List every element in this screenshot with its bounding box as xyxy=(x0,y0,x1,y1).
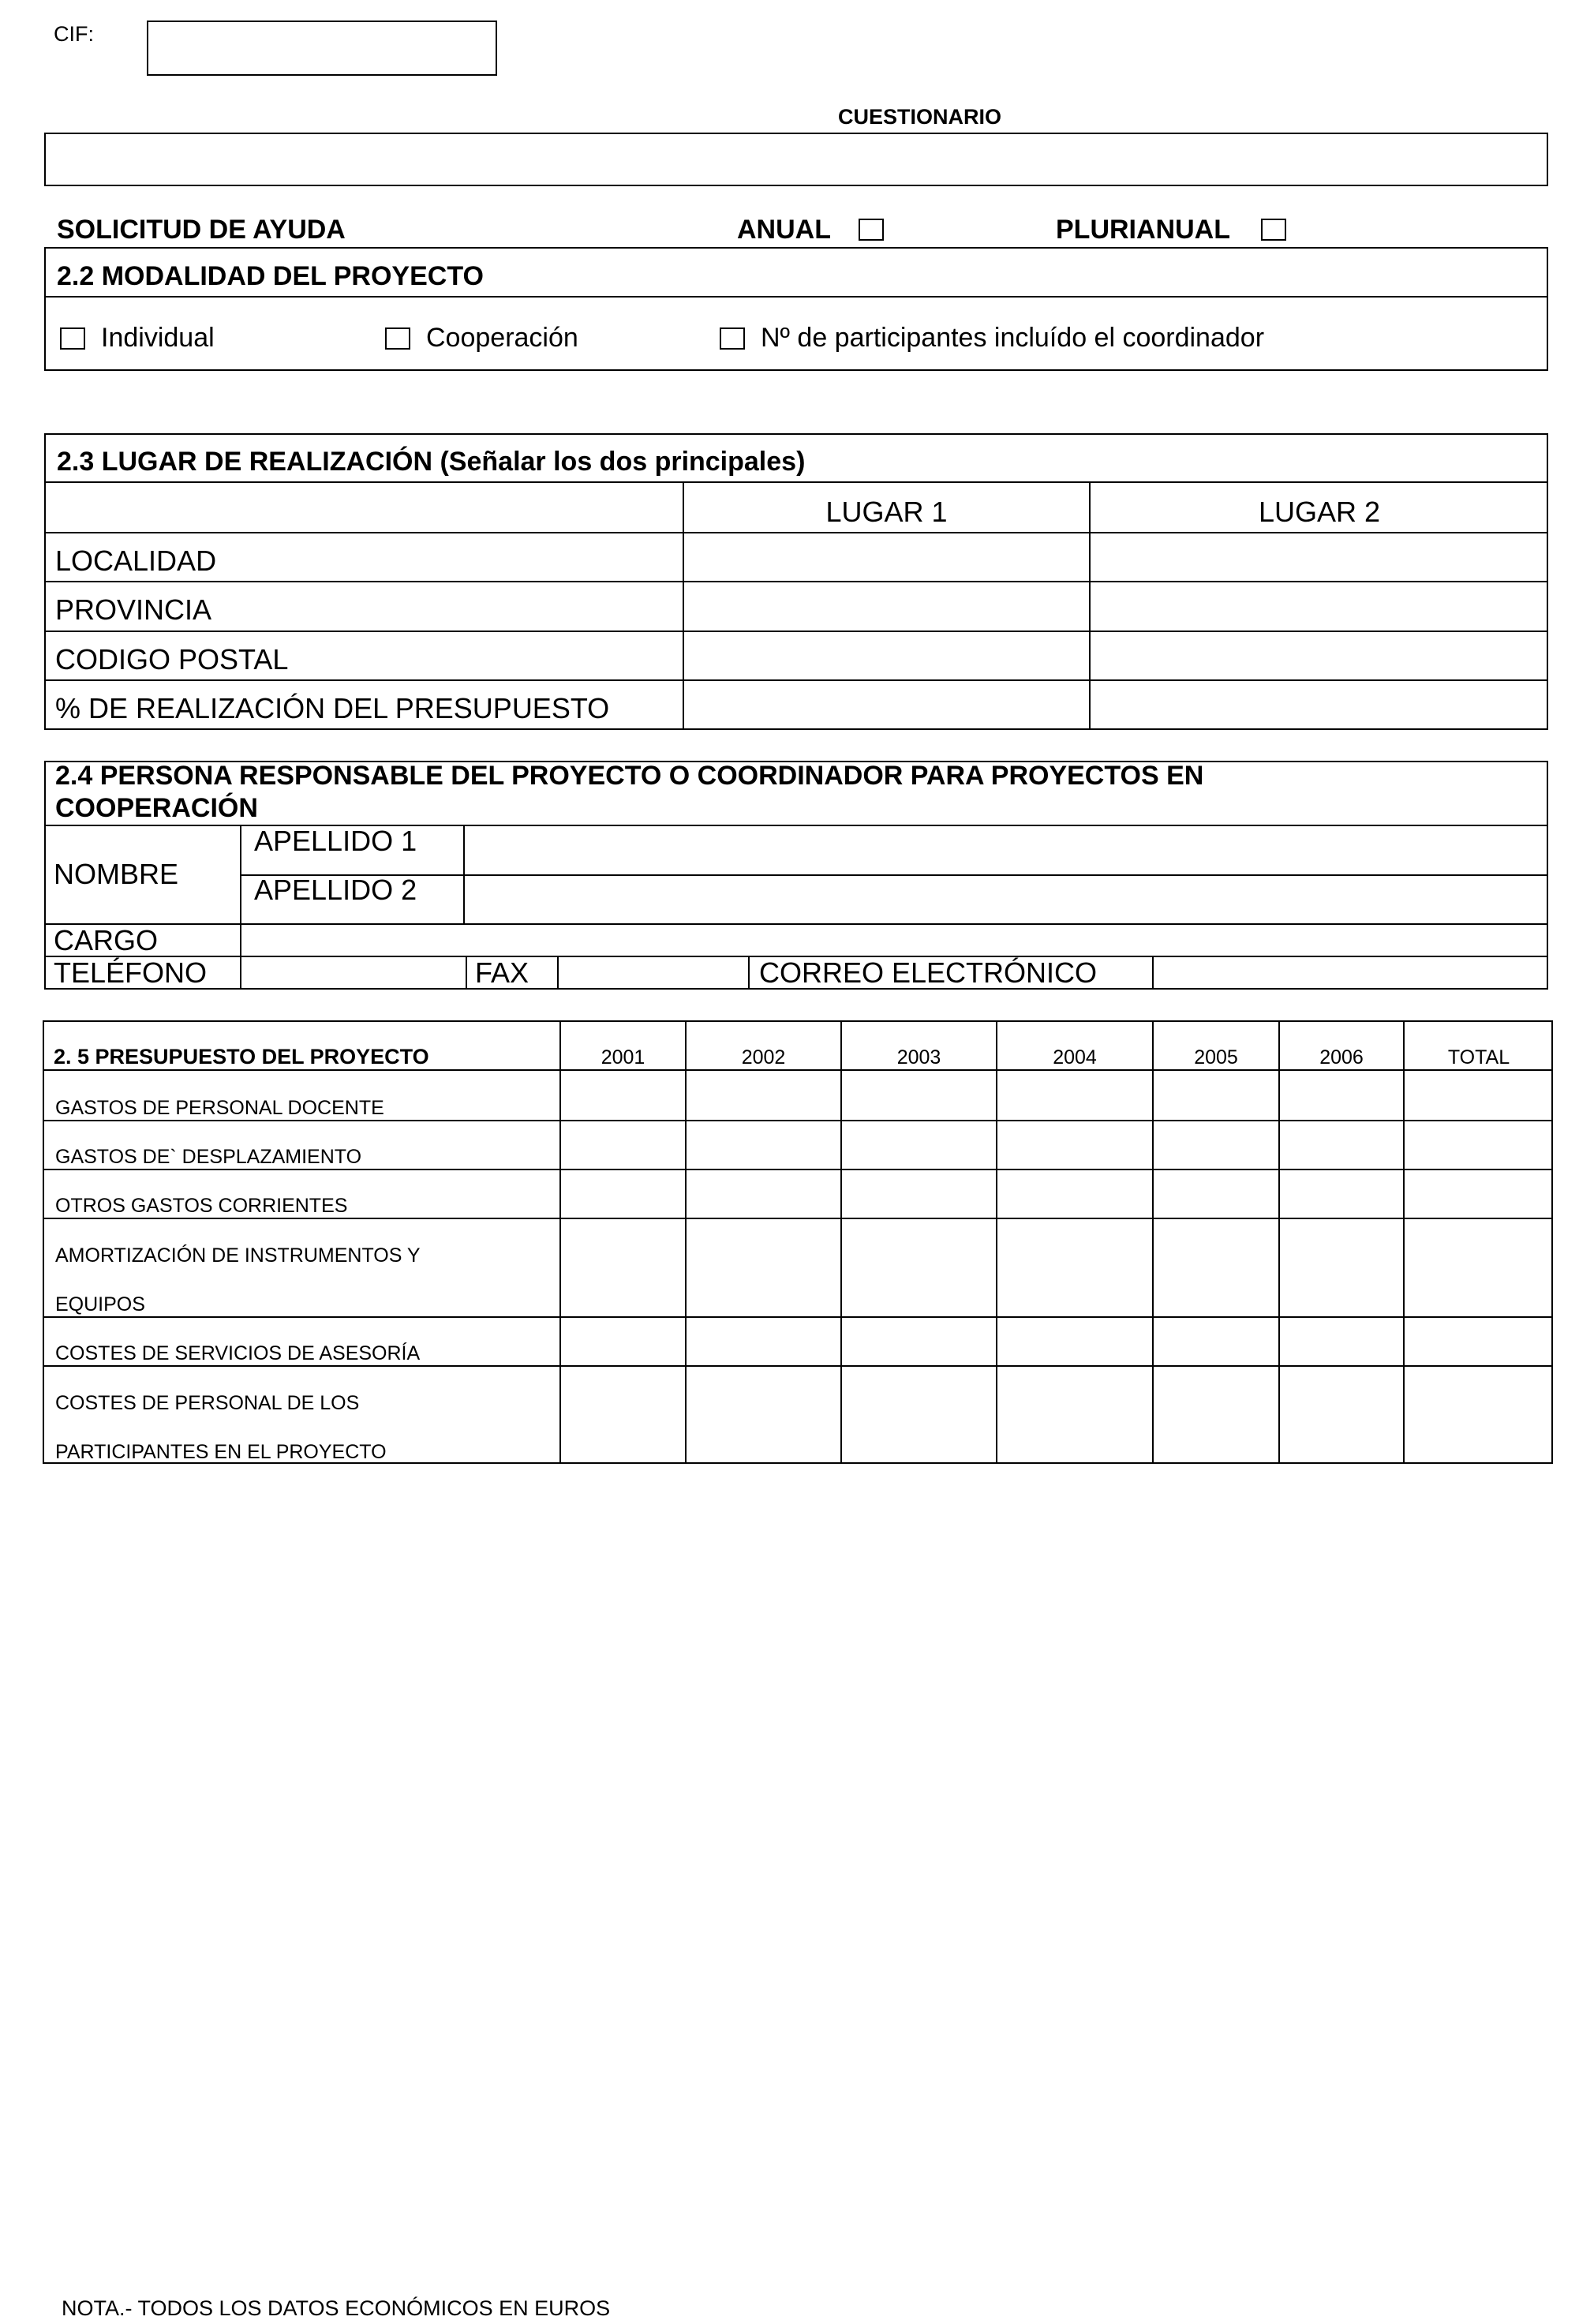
porcentaje-lugar2-field[interactable] xyxy=(1093,683,1546,728)
fax-field[interactable] xyxy=(561,959,746,987)
localidad-lugar2-field[interactable] xyxy=(1093,536,1546,578)
nota-footer: NOTA.- TODOS LOS DATOS ECONÓMICOS EN EUROS xyxy=(62,2296,611,2320)
year-header-2006: 2006 xyxy=(1319,1046,1364,1068)
codigo-postal-lugar2-field[interactable] xyxy=(1093,634,1546,677)
year-header-2004: 2004 xyxy=(1053,1046,1097,1068)
correo-field[interactable] xyxy=(1156,959,1546,987)
divider xyxy=(1403,1020,1405,1464)
row-label-2: PARTICIPANTES EN EL PROYECTO xyxy=(55,1441,387,1463)
divider xyxy=(43,1316,1553,1318)
divider xyxy=(43,1218,1553,1219)
persona-title: 2.4 PERSONA RESPONSABLE DEL PROYECTO O COORDINADOR PARA PROYECTOS EN xyxy=(55,761,1204,791)
lugar2-header: LUGAR 2 xyxy=(1258,496,1381,528)
localidad-label: LOCALIDAD xyxy=(55,545,217,577)
cargo-label: CARGO xyxy=(54,924,159,956)
apellido1-label: APELLIDO 1 xyxy=(254,825,417,857)
divider xyxy=(43,1069,1553,1071)
divider xyxy=(43,1120,1553,1121)
divider xyxy=(240,825,241,990)
porcentaje-label: % DE REALIZACIÓN DEL PRESUPUESTO xyxy=(55,692,610,724)
row-label: GASTOS DE` DESPLAZAMIENTO xyxy=(55,1146,362,1168)
divider xyxy=(1152,956,1154,990)
porcentaje-lugar1-field[interactable] xyxy=(687,683,1086,728)
divider xyxy=(748,956,750,990)
divider xyxy=(557,956,559,990)
persona-title-2: COOPERACIÓN xyxy=(55,793,258,823)
year-header-2001: 2001 xyxy=(601,1046,645,1068)
lugar1-header: LUGAR 1 xyxy=(825,496,948,528)
cooperacion-checkbox[interactable] xyxy=(385,327,410,350)
divider xyxy=(43,1169,1553,1170)
nombre-label: NOMBRE xyxy=(54,858,179,890)
row-label-2: EQUIPOS xyxy=(55,1293,145,1315)
divider xyxy=(44,481,1548,483)
fax-label: FAX xyxy=(475,956,529,989)
divider xyxy=(840,1020,842,1464)
row-label: OTROS GASTOS CORRIENTES xyxy=(55,1195,348,1217)
telefono-field[interactable] xyxy=(244,959,463,987)
divider xyxy=(1278,1020,1280,1464)
divider xyxy=(559,1020,561,1464)
divider xyxy=(463,825,465,923)
row-label: COSTES DE SERVICIOS DE ASESORÍA xyxy=(55,1342,421,1364)
participantes-label: Nº de participantes incluído el coordinador xyxy=(761,323,1265,353)
apellido2-label: APELLIDO 2 xyxy=(254,874,417,906)
year-header-2002: 2002 xyxy=(741,1046,786,1068)
individual-checkbox[interactable] xyxy=(60,327,85,350)
divider xyxy=(1152,1020,1154,1464)
row-label: COSTES DE PERSONAL DE LOS xyxy=(55,1392,360,1414)
modalidad-title: 2.2 MODALIDAD DEL PROYECTO xyxy=(57,261,484,291)
cif-input[interactable] xyxy=(147,21,497,76)
year-header-2003: 2003 xyxy=(896,1046,941,1068)
anual-checkbox[interactable] xyxy=(859,219,884,241)
presupuesto-title: 2. 5 PRESUPUESTO DEL PROYECTO xyxy=(54,1045,429,1068)
plurianual-checkbox[interactable] xyxy=(1261,219,1286,241)
correo-label: CORREO ELECTRÓNICO xyxy=(759,956,1098,989)
provincia-lugar2-field[interactable] xyxy=(1093,585,1546,628)
lugar-title: 2.3 LUGAR DE REALIZACIÓN (Señalar los dos principales) xyxy=(57,447,806,477)
cuestionario-input[interactable] xyxy=(44,133,1548,186)
cooperacion-label: Cooperación xyxy=(426,323,578,353)
anual-label: ANUAL xyxy=(737,215,831,245)
plurianual-label: PLURIANUAL xyxy=(1056,215,1230,245)
cuestionario-title: CUESTIONARIO xyxy=(838,105,1002,129)
divider xyxy=(44,679,1548,681)
year-header-2005: 2005 xyxy=(1194,1046,1238,1068)
row-label: AMORTIZACIÓN DE INSTRUMENTOS Y xyxy=(55,1244,421,1267)
divider xyxy=(44,923,1548,925)
cif-label: CIF: xyxy=(54,22,94,46)
divider xyxy=(685,1020,687,1464)
divider xyxy=(466,956,467,990)
participantes-checkbox[interactable] xyxy=(720,327,745,350)
solicitud-label: SOLICITUD DE AYUDA xyxy=(57,215,346,245)
apellido2-field[interactable] xyxy=(467,878,1546,922)
total-header: TOTAL xyxy=(1447,1046,1510,1068)
codigo-postal-lugar1-field[interactable] xyxy=(687,634,1086,677)
provincia-lugar1-field[interactable] xyxy=(687,585,1086,628)
telefono-label: TELÉFONO xyxy=(54,956,208,989)
divider xyxy=(44,581,1548,582)
apellido1-field[interactable] xyxy=(467,829,1546,873)
divider xyxy=(996,1020,997,1464)
divider xyxy=(43,1365,1553,1367)
provincia-label: PROVINCIA xyxy=(55,593,212,626)
divider xyxy=(44,296,1548,298)
cargo-field[interactable] xyxy=(244,926,1546,954)
divider xyxy=(44,532,1548,533)
localidad-lugar1-field[interactable] xyxy=(687,536,1086,578)
codigo-postal-label: CODIGO POSTAL xyxy=(55,643,289,675)
row-label: GASTOS DE PERSONAL DOCENTE xyxy=(55,1097,384,1119)
divider xyxy=(240,874,1548,876)
divider xyxy=(44,631,1548,632)
individual-label: Individual xyxy=(101,323,215,353)
